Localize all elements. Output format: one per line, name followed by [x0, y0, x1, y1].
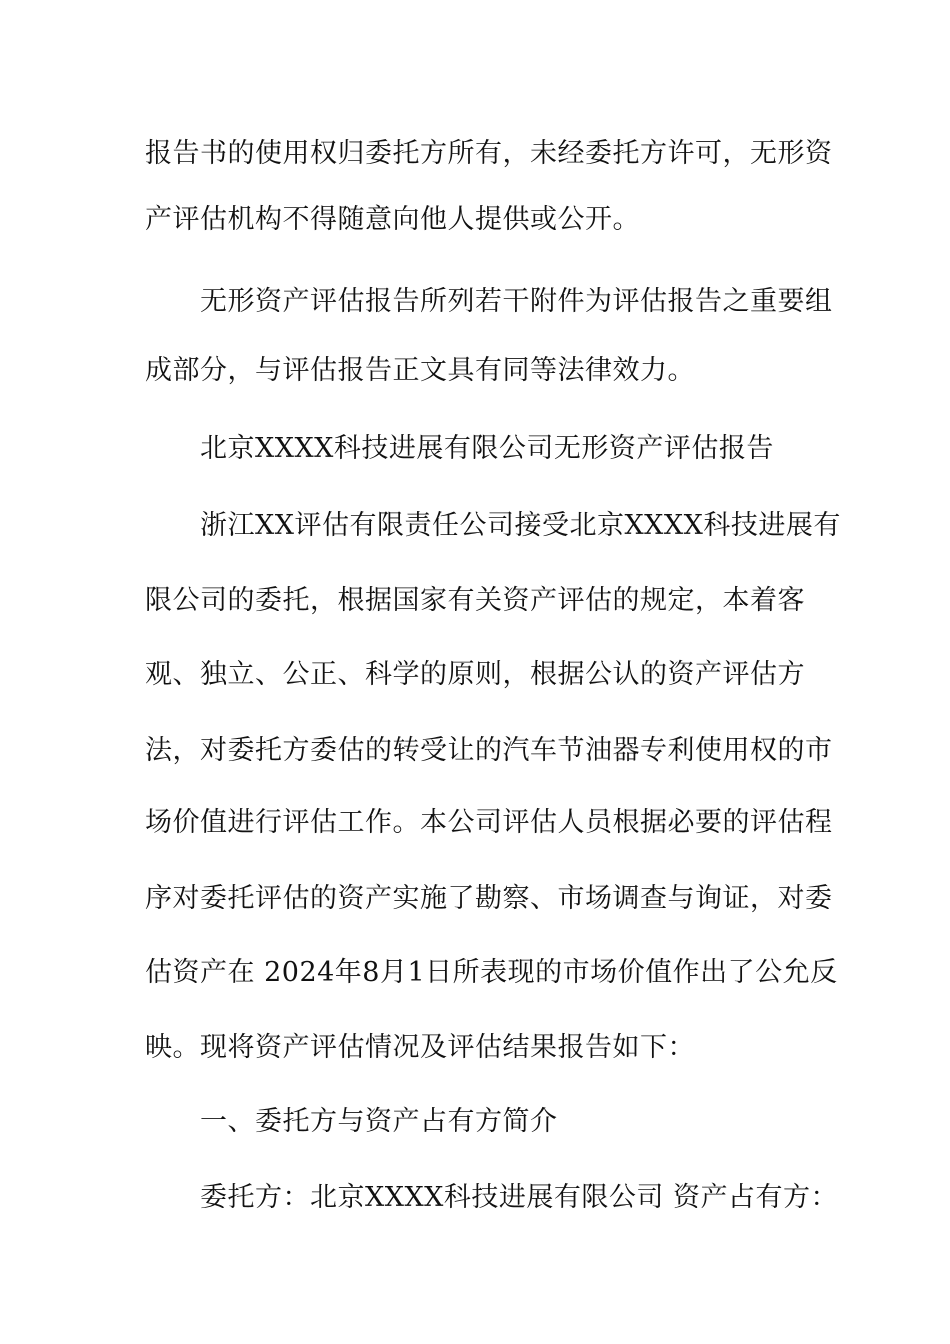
paragraph-start-line: 无形资产评估报告所列若干附件为评估报告之重要组 — [200, 286, 833, 317]
text-line: 限公司的委托，根据国家有关资产评估的规定，本着客 — [145, 585, 805, 616]
text-line: 成部分，与评估报告正文具有同等法律效力。 — [145, 355, 695, 386]
text-line: 法，对委托方委估的转受让的汽车节油器专利使用权的市 — [145, 735, 833, 766]
text-line: 观、独立、公正、科学的原则，根据公认的资产评估方 — [145, 659, 805, 690]
paragraph-start-line: 浙江XX评估有限责任公司接受北京XXXX科技进展有 — [200, 510, 841, 541]
paragraph-start-line: 委托方：北京XXXX科技进展有限公司 资产占有方： — [200, 1182, 838, 1213]
section-heading-line: 一、委托方与资产占有方简介 — [200, 1106, 558, 1137]
text-line: 产评估机构不得随意向他人提供或公开。 — [145, 204, 640, 235]
text-line: 估资产在 2024年8月1日所表现的市场价值作出了公允反 — [145, 957, 838, 988]
text-line: 序对委托评估的资产实施了勘察、市场调查与询证，对委 — [145, 883, 833, 914]
section-title-line: 北京XXXX科技进展有限公司无形资产评估报告 — [200, 433, 774, 464]
text-line: 映。现将资产评估情况及评估结果报告如下： — [145, 1032, 695, 1063]
text-line: 场价值进行评估工作。本公司评估人员根据必要的评估程 — [145, 807, 833, 838]
text-line: 报告书的使用权归委托方所有，未经委托方许可，无形资 — [145, 138, 833, 169]
